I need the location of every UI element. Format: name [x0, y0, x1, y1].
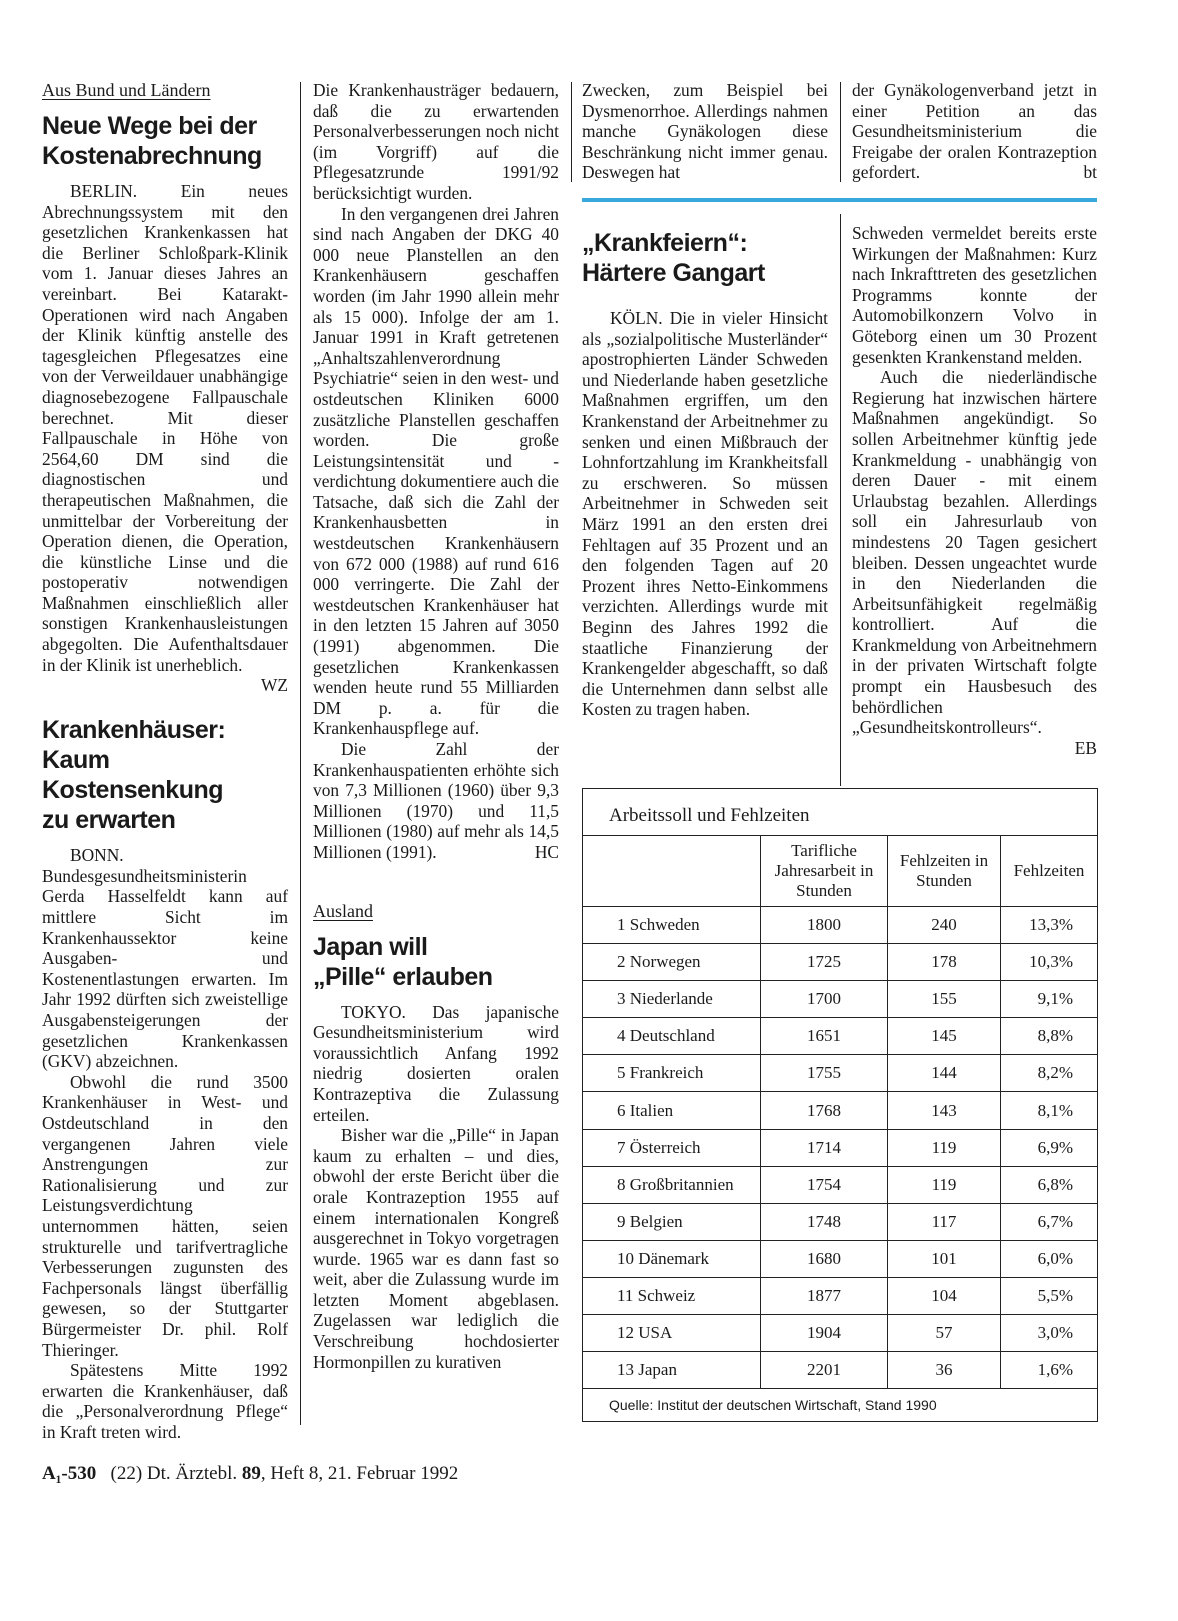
article-paragraph: Obwohl die rund 3500 Krankenhäuser in West- und Ostdeutschland in den vergangenen Jahren viele Anstrengungen zur Rationalisierung und zur Leistungsverdichtung unternommen hätten, seien strukturelle und tarifvertragliche Verbesserungen zugunsten des Fachpersonals längst überfällig gewesen, so der Stuttgarter Bürgermeister Dr. phil. Rolf Thieringer. [42, 1071, 288, 1360]
table-cell-absence-hours: 178 [888, 944, 1001, 981]
table-cell-country: 3 Niederlande [583, 981, 761, 1018]
article-paragraph: der Gynäkologenverband jetzt in einer Petition an das Gesundheitsministerium die Freigabe der oralen Kontrazeption gefordert. bt [852, 80, 1097, 183]
table-cell-country: 6 Italien [583, 1092, 761, 1129]
table-row [583, 1203, 1097, 1240]
table-cell-hours: 1700 [761, 981, 888, 1018]
statistics-table-box [582, 788, 1098, 1422]
article-headline: „Krankfeiern“: Härtere Gangart [582, 229, 765, 287]
table-cell-hours: 1904 [761, 1315, 888, 1352]
article-headline: Krankenhäuser: Kaum Kostensenkung zu erwarten [42, 716, 226, 835]
table-cell-hours: 1800 [761, 907, 888, 944]
table-row [583, 1092, 1097, 1129]
table-row [583, 1315, 1097, 1352]
author-signature: HC [534, 841, 559, 862]
section-kicker: Aus Bund und Ländern [42, 80, 211, 100]
table-header-cell: Fehlzeiten [1001, 836, 1098, 907]
table-cell-absence-hours: 155 [888, 981, 1001, 1018]
table-cell-absence-hours: 119 [888, 1166, 1001, 1203]
table-row [583, 1018, 1097, 1055]
article-paragraph: Die Zahl der Krankenhauspatienten erhöhte sich von 7,3 Millionen (1960) über 9,3 Millionen (1970) und 11,5 Millionen (1980) auf mehr als 14,5 Millionen (1991). HC [313, 739, 559, 862]
column-divider [840, 214, 841, 786]
article-paragraph: Zwecken, zum Beispiel bei Dysmenorrhoe. Allerdings nahmen manche Gynäkologen diese Beschränkung nicht immer genau. Deswegen hat [582, 80, 828, 183]
table-cell-absence-percent: 5,5% [1001, 1277, 1098, 1314]
journal-date: , Heft 8, 21. Februar 1992 [260, 1463, 459, 1484]
table-cell-country: 2 Norwegen [583, 944, 761, 981]
article-headline: Neue Wege bei der Kostenabrechnung [42, 112, 262, 170]
table-cell-absence-percent: 6,0% [1001, 1240, 1098, 1277]
column-3-article [582, 228, 828, 720]
table-cell-absence-percent: 8,1% [1001, 1092, 1098, 1129]
table-cell-absence-hours: 101 [888, 1240, 1001, 1277]
table-row [583, 1240, 1097, 1277]
table-cell-country: 1 Schweden [583, 907, 761, 944]
table-row [583, 907, 1097, 944]
article-body: BERLIN. Ein neues Abrechnungssystem mit den gesetzlichen Krankenkassen hat die Berliner Schloßpark-Klinik vom 1. Januar dieses Jahres an vereinbart. Bei Katarakt-Operationen wird nach Angaben der Klinik künftig anstelle des tagesgleichen Pflegesatzes eine von der Verweildauer unabhängige diagnosebezogene Fallpauschale berechnet. Mit dieser Fallpauschale in Höhe von 2564,60 DM sind die diagnostischen und therapeutischen Maßnahmen, die unmittelbar der Vorbereitung der Operation dienen, die Operation, die künstliche Linse und die postoperativ notwendigen Maßnahmen einschließlich aller sonstigen Krankenhausleistungen abgegolten. Die Aufenthaltsdauer in der Klinik ist unerheblich. WZ [42, 181, 288, 696]
table-cell-absence-hours: 36 [888, 1352, 1001, 1389]
article-paragraph: Die Krankenhausträger bedauern, daß die zu erwartenden Personalverbesserungen noch nicht (im Vorgriff) auf die Pflegesatzrunde 1991/92 berücksichtigt wurden. [313, 80, 559, 203]
article-headline: Japan will „Pille“ erlauben [313, 932, 493, 991]
author-signature: bt [1083, 162, 1097, 183]
table-cell-hours: 1768 [761, 1092, 888, 1129]
table-header-cell: Fehlzeiten in Stunden [888, 836, 1001, 907]
author-signature: WZ [260, 675, 288, 696]
author-signature: EB [1074, 737, 1097, 758]
table-cell-country: 11 Schweiz [583, 1277, 761, 1314]
table-cell-absence-percent: 1,6% [1001, 1352, 1098, 1389]
table-cell-country: 8 Großbritannien [583, 1166, 761, 1203]
table-cell-absence-percent: 6,9% [1001, 1129, 1098, 1166]
article-body: KÖLN. Die in vieler Hinsicht als „sozialpolitische Musterländer“ apostrophierten Länder Schweden und Niederlande haben gesetzliche Maßnahmen ergriffen, um den Krankenstand der Arbeitnehmer zu senken und einen Mißbrauch der Lohnfortzahlung im Krankheitsfall zu erschweren. So müssen Arbeitnehmer in Schweden seit März 1991 an den ersten drei Fehltagen auf 35 Prozent und an den folgenden Tagen auf 20 Prozent ihres Netto-Einkommens verzichten. Allerdings wurde mit Beginn des Jahres 1992 die staatliche Finanzierung der Krankengelder abgeschafft, so daß die Unternehmen dann selbst alle Kosten zu tragen haben. [582, 308, 828, 720]
table-cell-hours: 1755 [761, 1055, 888, 1092]
table-header-cell: Tarifliche Jahresarbeit in Stunden [761, 836, 888, 907]
table-cell-hours: 1754 [761, 1166, 888, 1203]
column-divider [840, 82, 841, 182]
column-divider [571, 82, 572, 182]
table-header-row [583, 836, 1097, 907]
table-row [583, 1055, 1097, 1092]
table-row [583, 1277, 1097, 1314]
article-paragraph: TOKYO. Das japanische Gesundheitsministerium wird voraussichtlich Anfang 1992 niedrig dosierten oralen Kontrazeptiva die Zulassung erteilen. [313, 1001, 559, 1125]
table-row [583, 944, 1097, 981]
table-cell-absence-percent: 9,1% [1001, 981, 1098, 1018]
article-paragraph: In den vergangenen drei Jahren sind nach Angaben der DKG 40 000 neue Planstellen an den Krankenhäusern geschaffen worden (im Jahr 1990 allein mehr als 15 000). Infolge der am 1. Januar 1991 in Kraft getretenen „Anhaltszahlenverordnung Psychiatrie“ seien in den west- und ostdeutschen Kliniken 6000 zusätzliche Planstellen geschaffen worden. Die große Leistungsintensität und -verdichtung dokumentiere auch die Tatsache, daß sich die Zahl der Krankenhausbetten in westdeutschen Krankenhäusern von 672 000 (1988) auf rund 616 000 verringerte. Die Zahl der westdeutschen Krankenhäuser hat in den letzten 15 Jahren auf 3050 (1991) abgenommen. Die gesetzlichen Krankenkassen wenden heute rund 55 Milliarden DM p. a. für die Krankenhauspflege auf. [313, 203, 559, 739]
table-cell-country: 12 USA [583, 1315, 761, 1352]
table-row [583, 981, 1097, 1018]
table-cell-absence-percent: 8,8% [1001, 1018, 1098, 1055]
table-cell-country: 10 Dänemark [583, 1240, 761, 1277]
table-cell-absence-hours: 144 [888, 1055, 1001, 1092]
journal-issue: (22) Dt. Ärztebl. [110, 1463, 238, 1484]
article-paragraph: Auch die niederländische Regierung hat inzwischen härtere Maßnahmen angekündigt. So sollen Arbeitnehmer künftig jede Krankmeldung - unabhängig von deren Dauer - mit einem Urlaubstag bezahlen. Allerdings soll ein Jahresurlaub von mindestens 20 Tagen gesichert bleiben. Dessen ungeachtet wurde in den Niederlanden die Arbeitsunfähigkeit regelmäßig kontrolliert. Auf die Krankmeldung von Arbeitnehmern in der privaten Wirtschaft folgte prompt ein Hausbesuch des behördlichen „Gesundheitskontrolleurs“. EB [852, 367, 1097, 758]
table-body [583, 907, 1097, 1389]
table-cell-hours: 1725 [761, 944, 888, 981]
table-cell-absence-percent: 6,7% [1001, 1203, 1098, 1240]
column-4-article [852, 223, 1097, 758]
table-cell-absence-percent: 6,8% [1001, 1166, 1098, 1203]
table-cell-absence-hours: 119 [888, 1129, 1001, 1166]
journal-volume: 89 [241, 1463, 261, 1484]
table-cell-absence-hours: 143 [888, 1092, 1001, 1129]
table-cell-hours: 2201 [761, 1352, 888, 1389]
table-title: Arbeitssoll und Fehlzeiten [609, 805, 810, 826]
table-source: Quelle: Institut der deutschen Wirtschaft, Stand 1990 [609, 1397, 937, 1414]
section-separator [582, 198, 1097, 202]
table-cell-hours: 1714 [761, 1129, 888, 1166]
table-cell-absence-hours: 240 [888, 907, 1001, 944]
column-2 [313, 80, 559, 1372]
table-row [583, 1352, 1097, 1389]
table-cell-absence-percent: 13,3% [1001, 907, 1098, 944]
table-cell-hours: 1877 [761, 1277, 888, 1314]
table-row [583, 1129, 1097, 1166]
table-cell-country: 5 Frankreich [583, 1055, 761, 1092]
article-paragraph: Schweden vermeldet bereits erste Wirkungen der Maßnahmen: Kurz nach Inkrafttreten des gesetzlichen Programms konnte der Automobilkonzern Volvo in Göteborg einen um 30 Prozent gesenkten Krankenstand melden. [852, 223, 1097, 367]
column-1 [42, 80, 288, 1442]
article-paragraph: BONN. Bundesgesundheitsministerin Gerda Hasselfeldt kann auf mittlere Sicht im Krankenhaussektor keine Ausgaben- und Kostenentlastungen erwarten. Im Jahr 1992 dürften sich zweistellige Ausgabensteigerungen der gesetzlichen Krankenkassen (GKV) abzeichnen. [42, 845, 288, 1072]
table-cell-hours: 1680 [761, 1240, 888, 1277]
table-cell-absence-hours: 57 [888, 1315, 1001, 1352]
table-row [583, 1166, 1097, 1203]
table-cell-country: 7 Österreich [583, 1129, 761, 1166]
page-footer [42, 1463, 458, 1485]
table-header-cell [583, 836, 761, 907]
table-cell-absence-hours: 145 [888, 1018, 1001, 1055]
table-cell-country: 13 Japan [583, 1352, 761, 1389]
column-3 [582, 80, 828, 183]
table-cell-hours: 1748 [761, 1203, 888, 1240]
table-cell-hours: 1651 [761, 1018, 888, 1055]
table-cell-absence-percent: 8,2% [1001, 1055, 1098, 1092]
table-cell-absence-percent: 3,0% [1001, 1315, 1098, 1352]
article-paragraph: Spätestens Mitte 1992 erwarten die Krankenhäuser, daß die „Personalverordnung Pflege“ in Kraft treten wird. [42, 1360, 288, 1442]
table-cell-country: 4 Deutschland [583, 1018, 761, 1055]
table-cell-absence-hours: 117 [888, 1203, 1001, 1240]
table-cell-absence-hours: 104 [888, 1277, 1001, 1314]
article-paragraph: Bisher war die „Pille“ in Japan kaum zu erhalten – und dies, obwohl der erste Bericht über die orale Kontrazeption 1955 auf einem internationalen Kongreß ausgerechnet in Tokyo vorgetragen wurde. 1965 war es dann fast so weit, aber die Zulassung wurde im letzten Moment abgeblasen. Zugelassen war lediglich die Verschreibung hochdosierter Hormonpillen zu kurativen [313, 1125, 559, 1372]
table-cell-absence-percent: 10,3% [1001, 944, 1098, 981]
page-number: A₁-530 [42, 1463, 97, 1484]
section-kicker: Ausland [313, 900, 373, 921]
column-4 [852, 80, 1097, 183]
statistics-table [583, 835, 1097, 1389]
column-divider [300, 82, 301, 1425]
table-cell-country: 9 Belgien [583, 1203, 761, 1240]
